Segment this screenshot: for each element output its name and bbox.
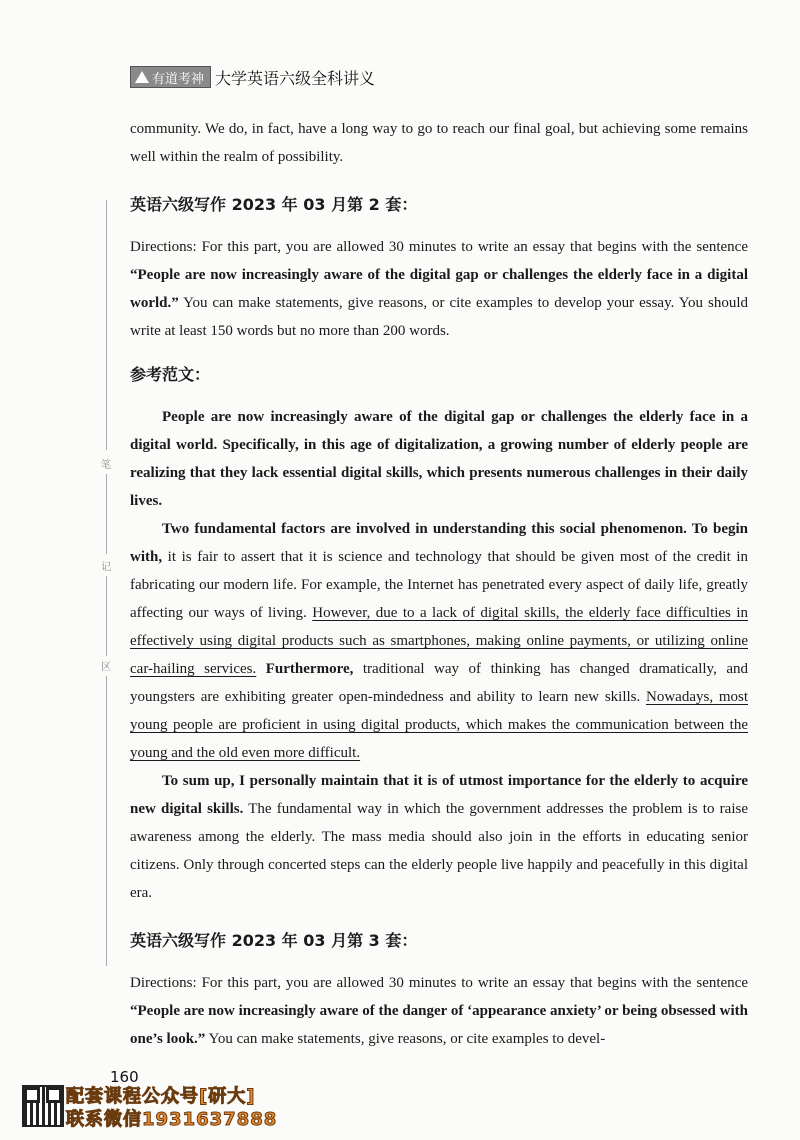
margin-divider [106,576,107,656]
page-content [130,115,748,1053]
directions-2: Directions: For this part, you are allowed 30 minutes to write an essay that begins with the sentence “People are now increasingly aware of the digital gap or challenges the elderly face in a digital world.” You can make statements, give reasons, or cite examples to develop your essay. You should write at least 150 words but no more than 200 words. [130,239,748,339]
page-number: 160 [110,1068,139,1086]
logo-mark-icon [135,71,149,83]
margin-note-3: 区 [101,662,111,673]
logo-text: 有道考神 [152,71,205,87]
margin-divider [106,676,107,966]
essay-paragraph-2: Two fundamental factors are involved in understanding this social phenomenon. To begin with, it is fair to assert that it is science and technology that should be given most of the credit in fabricating our modern life. For example, the Internet has penetrated every aspect of daily life, greatly affecting our ways of living. However, due to a lack of digital skills, the elderly face difficulties in effectively using digital products such as smartphones, making online payments, or utilizing online car-hailing services. Furthermore, traditional way of thinking has changed dramatically, and youngsters are exhibiting greater open-mindedness and ability to learn new skills. Nowadays, most young people are proficient in using digital products, which makes the communication between the young and the old even more difficult. [130,521,748,761]
margin-note-1: 笔 [101,460,111,471]
essay-paragraph-3: To sum up, I personally maintain that it is of utmost importance for the elderly to acquire new digital skills. The fundamental way in which the government addresses the problem is to raise awareness among the elderly. The mass media should also join in the efforts in educating senior citizens. Only through concerted steps can the elderly people live happily and peacefully in this digital era. [130,773,748,901]
brand-logo [130,66,211,88]
book-title: 大学英语六级全科讲义 [215,68,376,88]
section-heading-3: 英语六级写作 2023 年 03 月第 3 套： [130,931,418,950]
promo-line-2: 联系微信1931637888 [66,1109,278,1130]
reference-heading: 参考范文： [130,365,211,384]
section-heading-2: 英语六级写作 2023 年 03 月第 2 套： [130,195,418,214]
margin-divider [106,474,107,554]
promo-line-1: 配套课程公众号[研大] [66,1086,256,1107]
margin-note-2: 记 [101,562,111,573]
essay-paragraph-1: People are now increasingly aware of the digital gap or challenges the elderly face in a digital world. Specifically, in this age of digitalization, a growing number of elderly people are realizing that they lack essential digital skills, which presents numerous challenges in their daily lives. [130,409,748,509]
page-header [130,64,375,90]
margin-divider [106,200,107,450]
qr-code-icon [22,1085,64,1127]
directions-3: Directions: For this part, you are allowed 30 minutes to write an essay that begins with the sentence “People are now increasingly aware of the danger of ‘appearance anxiety’ or being obsessed with one’s look.” You can make statements, give reasons, or cite examples to devel- [130,975,748,1047]
intro-paragraph: community. We do, in fact, have a long way to go to reach our final goal, but achieving some remains well within the realm of possibility. [130,121,748,165]
